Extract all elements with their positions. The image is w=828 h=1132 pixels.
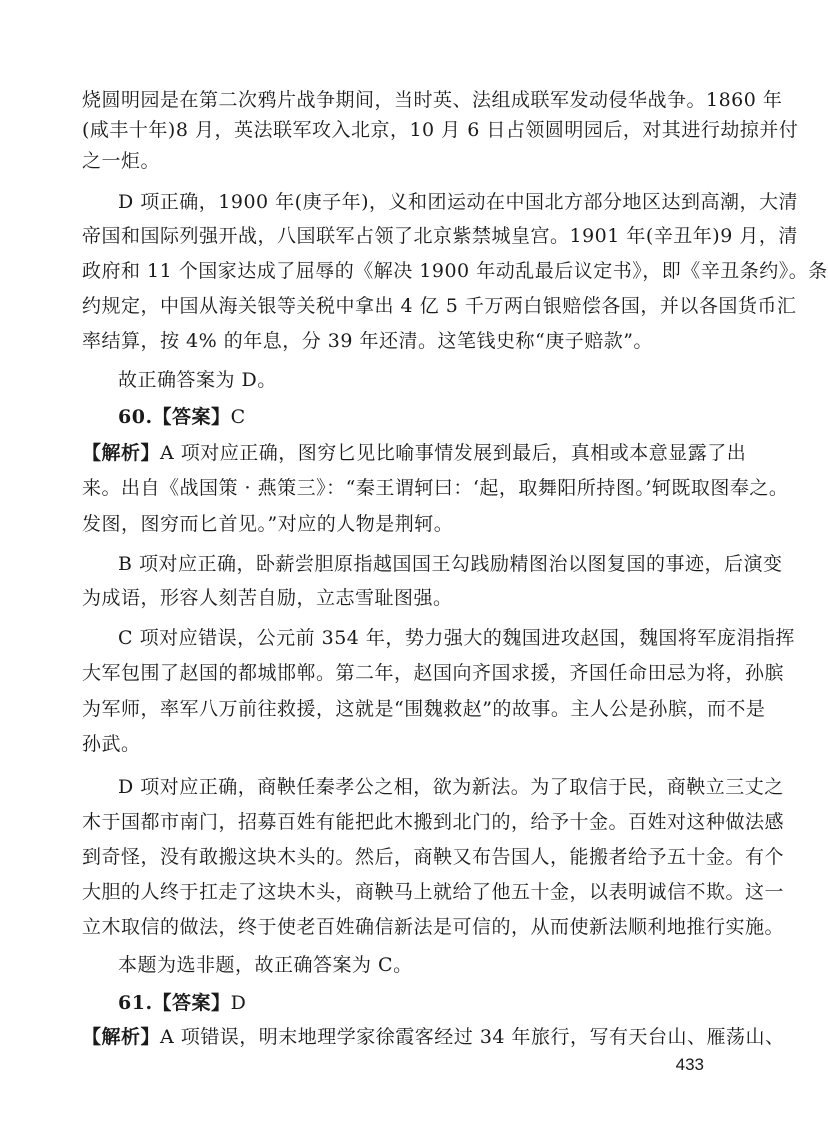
text-line: 发图，图穷而匕首见。”对应的人物是荆轲。	[82, 513, 454, 535]
analysis-label: 【解析】	[82, 1026, 161, 1048]
text-line: D 项对应正确，商鞅任秦孝公之相，欲为新法。为了取信于民，商鞅立三丈之	[118, 776, 784, 798]
text-line: 来。出自《战国策 · 燕策三》：“秦王谓轲曰：‘起，取舞阳所持图。’轲既取图奉之。	[82, 477, 789, 499]
answer-label: 61.【答案】	[118, 992, 231, 1014]
text-line: A 项对应正确，图穷匕见比喻事情发展到最后，真相或本意显露了出	[160, 442, 747, 464]
analysis-line	[82, 441, 747, 465]
answer-label: 60.【答案】	[118, 406, 231, 428]
analysis-line	[82, 1025, 785, 1049]
text-line: 孙武。	[82, 733, 141, 755]
text-line: C 项对应错误，公元前 354 年，势力强大的魏国进攻赵国，魏国将军庞涓指挥	[118, 627, 795, 649]
analysis-label: 【解析】	[82, 442, 161, 464]
text-line: 为成语，形容人刻苦自励，立志雪耻图强。	[82, 587, 453, 609]
text-line: 为军师，率军八万前往救援，这就是“围魏救赵”的故事。主人公是孙膑，而不是	[82, 698, 766, 720]
text-line: 烧圆明园是在第二次鸦片战争期间，当时英、法组成联军发动侵华战争。1860 年	[82, 89, 783, 111]
text-line: A 项错误，明末地理学家徐霞客经过 34 年旅行，写有天台山、雁荡山、	[160, 1026, 785, 1048]
text-line: 本题为选非题，故正确答案为 C。	[118, 954, 413, 976]
page-number: 433	[675, 1055, 704, 1074]
text-line: 政府和 11 个国家达成了屈辱的《解决 1900 年动乱最后议定书》，即《辛丑条约》。条	[82, 260, 828, 282]
text-line: D 项正确，1900 年(庚子年)，义和团运动在中国北方部分地区达到高潮，大清	[118, 191, 798, 213]
text-line: 约规定，中国从海关银等关税中拿出 4 亿 5 千万两白银赔偿各国，并以各国货币汇	[82, 295, 797, 317]
text-line: 率结算，按 4% 的年息，分 39 年还清。这笔钱史称“庚子赔款”。	[82, 330, 653, 352]
text-line: 大军包围了赵国的都城邯郸。第二年，赵国向齐国求援，齐国任命田忌为将，孙膑	[82, 662, 785, 684]
answer-line	[118, 405, 722, 429]
text-line: 帝国和国际列强开战，八国联军占领了北京紫禁城皇宫。1901 年(辛丑年)9 月，清	[82, 225, 798, 247]
text-line: 木于国都市南门，招募百姓有能把此木搬到北门的，给予十金。百姓对这种做法感	[82, 811, 785, 833]
answer-value: C	[230, 406, 246, 428]
answer-line	[118, 991, 722, 1015]
text-line: 大胆的人终于扛走了这块木头，商鞅马上就给了他五十金，以表明诚信不欺。这一	[82, 881, 785, 903]
text-line: 之一炬。	[82, 150, 161, 172]
text-line: 立木取信的做法，终于使老百姓确信新法是可信的，从而使新法顺利地推行实施。	[82, 916, 785, 938]
answer-value: D	[230, 992, 247, 1014]
text-line: (咸丰十年)8 月，英法联军攻入北京，10 月 6 日占领圆明园后，对其进行劫掠并付	[82, 119, 799, 141]
text-line: 到奇怪，没有敢搬这块木头的。然后，商鞅又布告国人，能搬者给予五十金。有个	[82, 846, 785, 868]
text-line: 故正确答案为 D。	[118, 369, 277, 391]
text-line: B 项对应正确，卧薪尝胆原指越国国王勾践励精图治以图复国的事迹，后演变	[118, 553, 783, 575]
